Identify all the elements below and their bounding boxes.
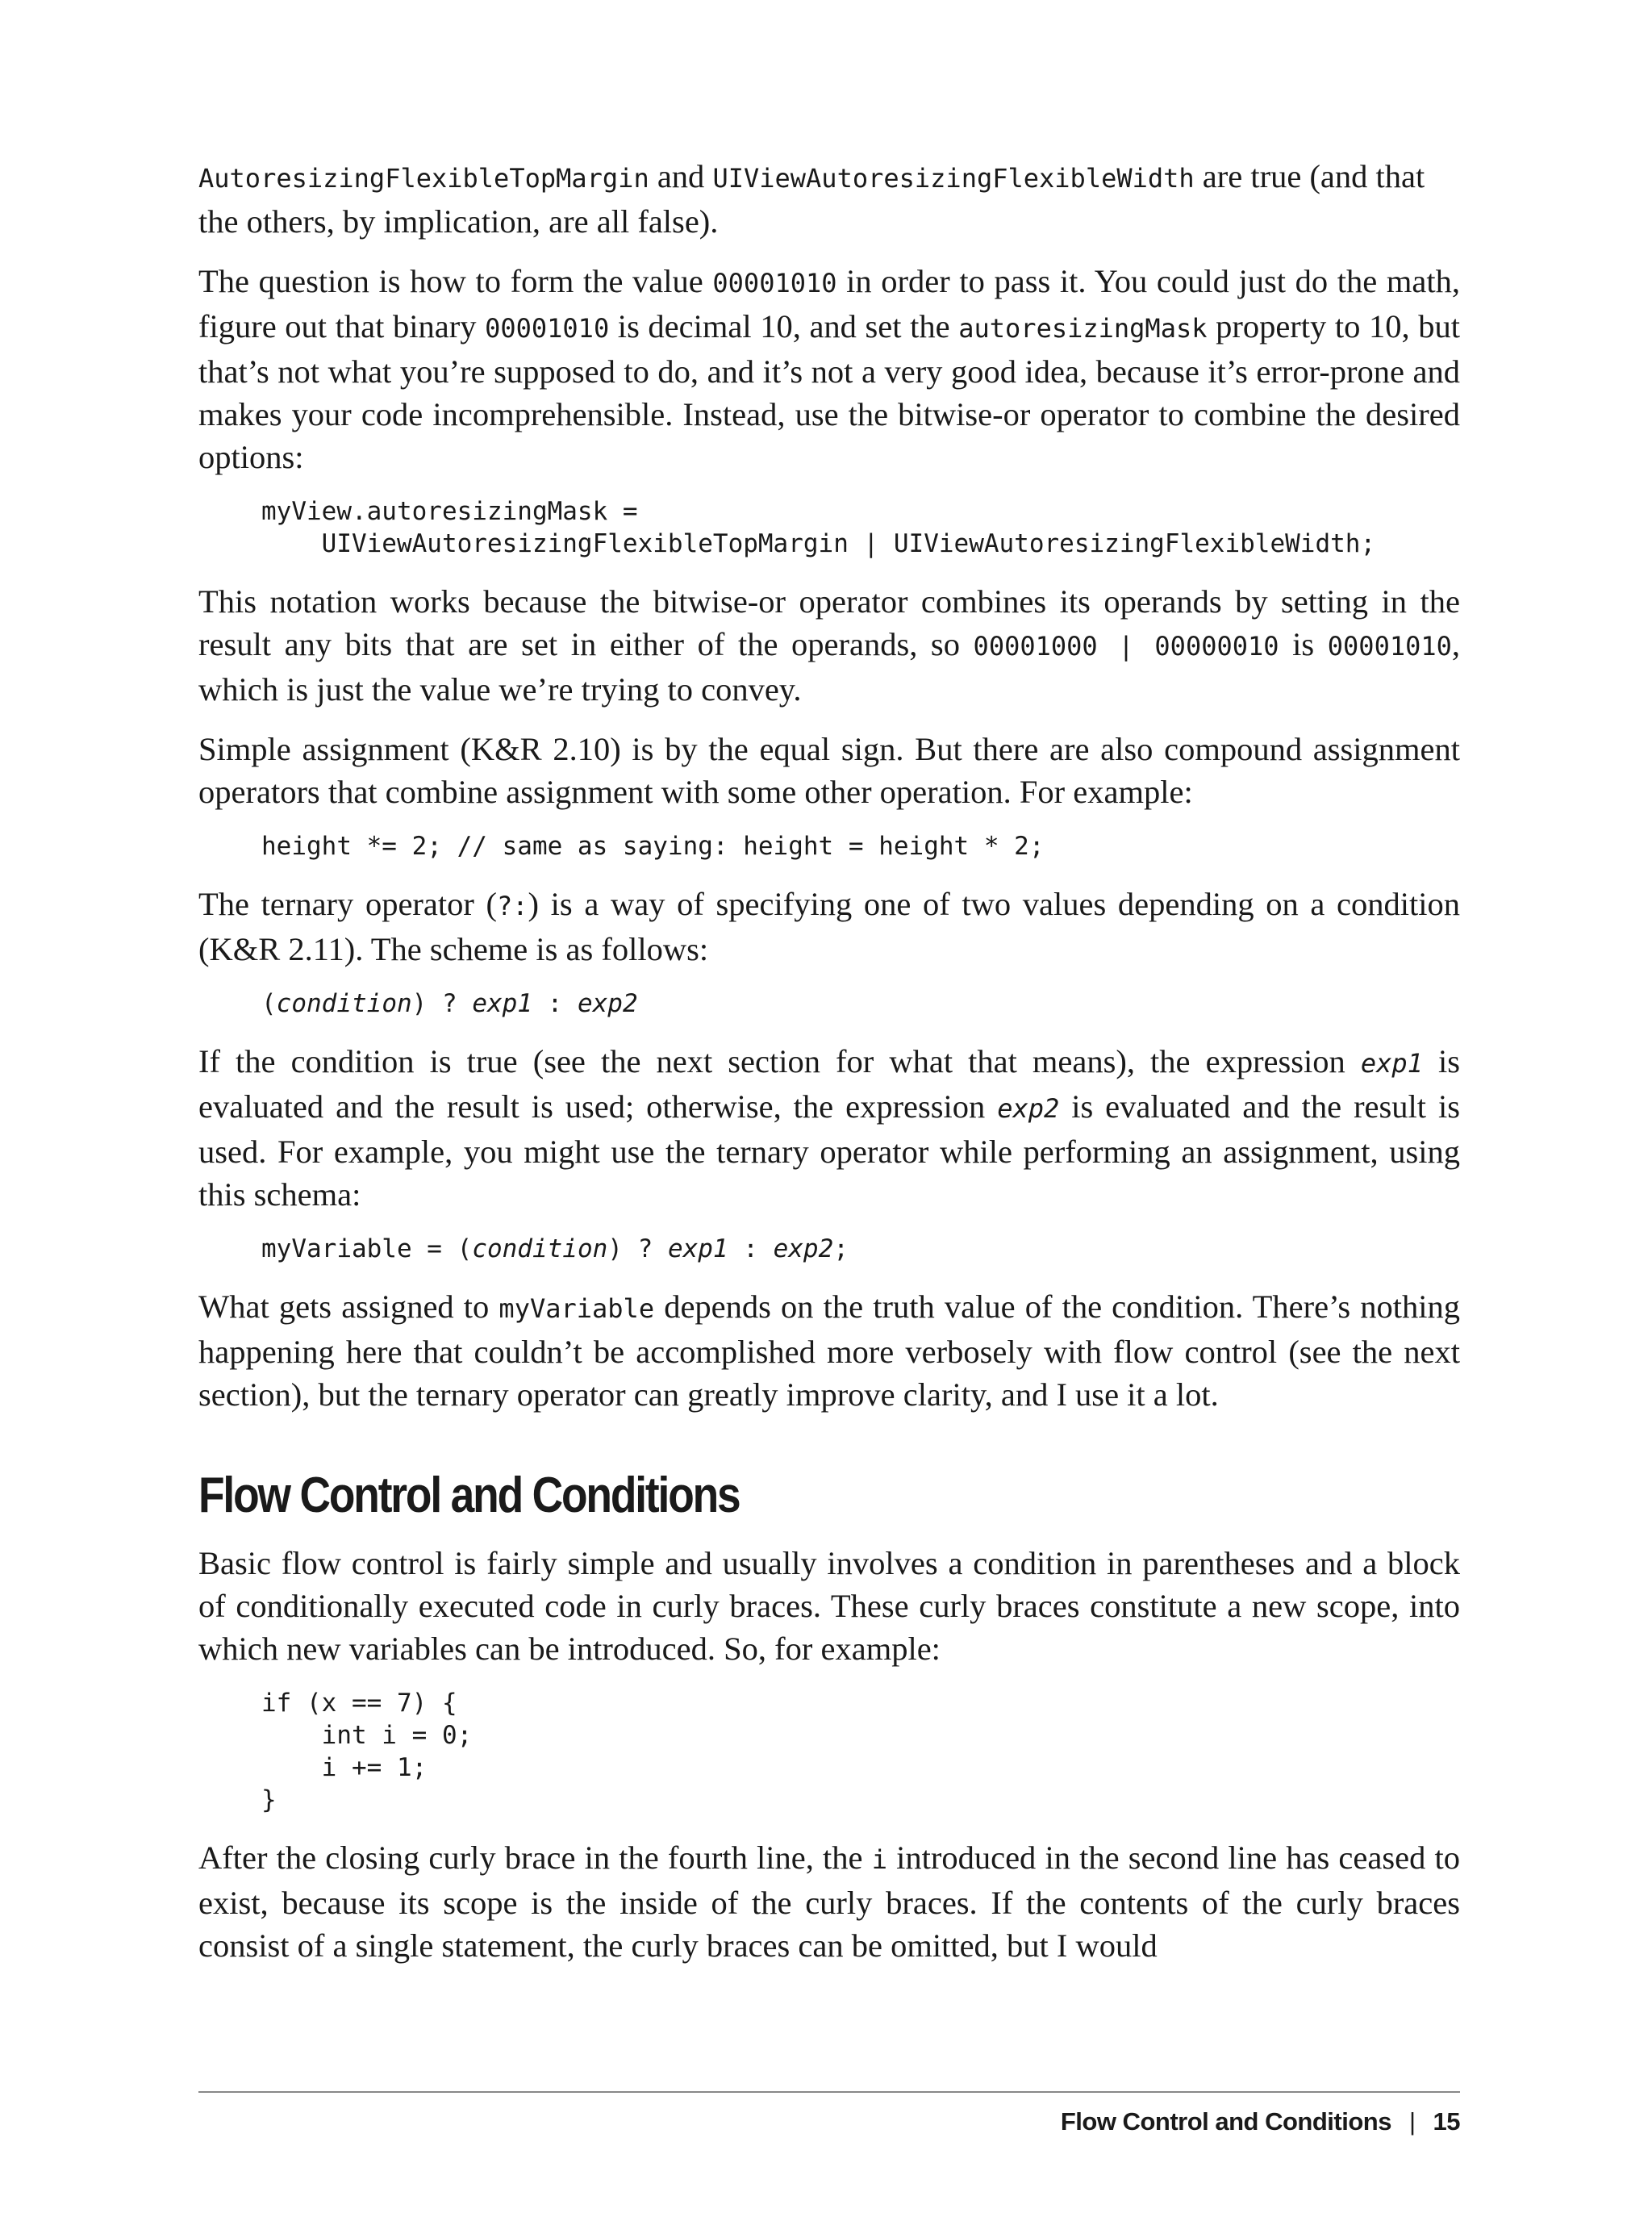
footer-section-title: Flow Control and Conditions: [1060, 2107, 1391, 2136]
inline-code: 00001010: [712, 268, 837, 299]
page-body: [198, 155, 1460, 1984]
paragraph-9: After the closing curly brace in the fourth line, the i introduced in the second line has ceased to exist, because its scope is the inside of the curly braces. If the contents of the curly braces consist of a single statement, the curly braces can be omitted, but I would: [198, 1839, 1460, 1964]
code-block-autoresizing: myView.autoresizingMask = UIViewAutoresizingFlexibleTopMargin | UIViewAutoresizingFlexibleWidth;: [261, 497, 1376, 558]
paragraph-3: This notation works because the bitwise-or operator combines its operands by setting in the result any bits that are set in either of the operands, so 00001000 | 00000010 is 00001010, which is just the value we’re trying to convey.: [198, 583, 1461, 708]
paragraph-4: Simple assignment (K&R 2.10) is by the equal sign. But there are also compound assignment operators that combine assignment with some other operation. For example:: [198, 731, 1460, 810]
paragraph-7: What gets assigned to myVariable depends on the truth value of the condition. There’s nothing happening here that couldn’t be accomplished more verbosely with flow control (see the next section), but the ternary operator can greatly improve clarity, and I use it a lot.: [198, 1288, 1460, 1413]
inline-code: i: [871, 1844, 887, 1875]
paragraph-5: The ternary operator (?:) is a way of specifying one of two values depending on a condition (K&R 2.11). The scheme is as follows:: [198, 886, 1460, 967]
inline-code: exp2: [997, 1093, 1060, 1124]
section-heading: Flow Control and Conditions: [198, 1468, 740, 1523]
code-block-ternary-assignment: myVariable = (condition) ? exp1 : exp2;: [261, 1234, 849, 1263]
inline-code: autoresizingMask: [958, 313, 1208, 344]
inline-code: UIViewAutoresizingFlexibleWidth: [712, 163, 1195, 194]
page-number: 15: [1433, 2107, 1460, 2136]
page-footer: [1061, 2107, 1460, 2136]
inline-code: ?:: [497, 891, 528, 921]
footer-divider: [198, 2091, 1460, 2093]
inline-code: 00001010: [485, 313, 610, 344]
paragraph-6: If the condition is true (see the next section for what that means), the expression exp1 is evaluated and the result is used; otherwise, the expression exp2 is evaluated and the result is used. For example, you might use the ternary operator while performing an assignment, using this schema:: [198, 1043, 1461, 1213]
code-block-compound-assignment: height *= 2; // same as saying: height = height * 2;: [261, 832, 1045, 861]
paragraph-2: The question is how to form the value 00001010 in order to pass it. You could just do the math, figure out that binary 00001010 is decimal 10, and set the autoresizingMask property to 10, but that’s not what you’re supposed to do, and it’s not a very good idea, because it’s error-prone and makes your code incomprehensible. Instead, use the bitwise-or operator to combine the desired options:: [198, 263, 1460, 475]
footer-separator: |: [1408, 2107, 1416, 2136]
code-block-ternary-scheme: (condition) ? exp1 : exp2: [261, 989, 638, 1018]
inline-code: myVariable: [499, 1293, 655, 1324]
inline-code: AutoresizingFlexibleTopMargin: [198, 163, 649, 194]
inline-code: exp1: [1360, 1048, 1423, 1079]
inline-code: 00001000 | 00000010: [973, 631, 1279, 662]
code-block-if-scope: if (x == 7) { int i = 0; i += 1; }: [261, 1689, 473, 1814]
paragraph-8: Basic flow control is fairly simple and usually involves a condition in parentheses and a block of conditionally executed code in curly braces. These curly braces constitute a new scope, into which new variables can be introduced. So, for example:: [198, 1545, 1460, 1667]
inline-code: 00001010: [1327, 631, 1452, 662]
paragraph-1: AutoresizingFlexibleTopMargin and UIViewAutoresizingFlexibleWidth are true (and that the others, by implication, are all false).: [198, 158, 1425, 240]
